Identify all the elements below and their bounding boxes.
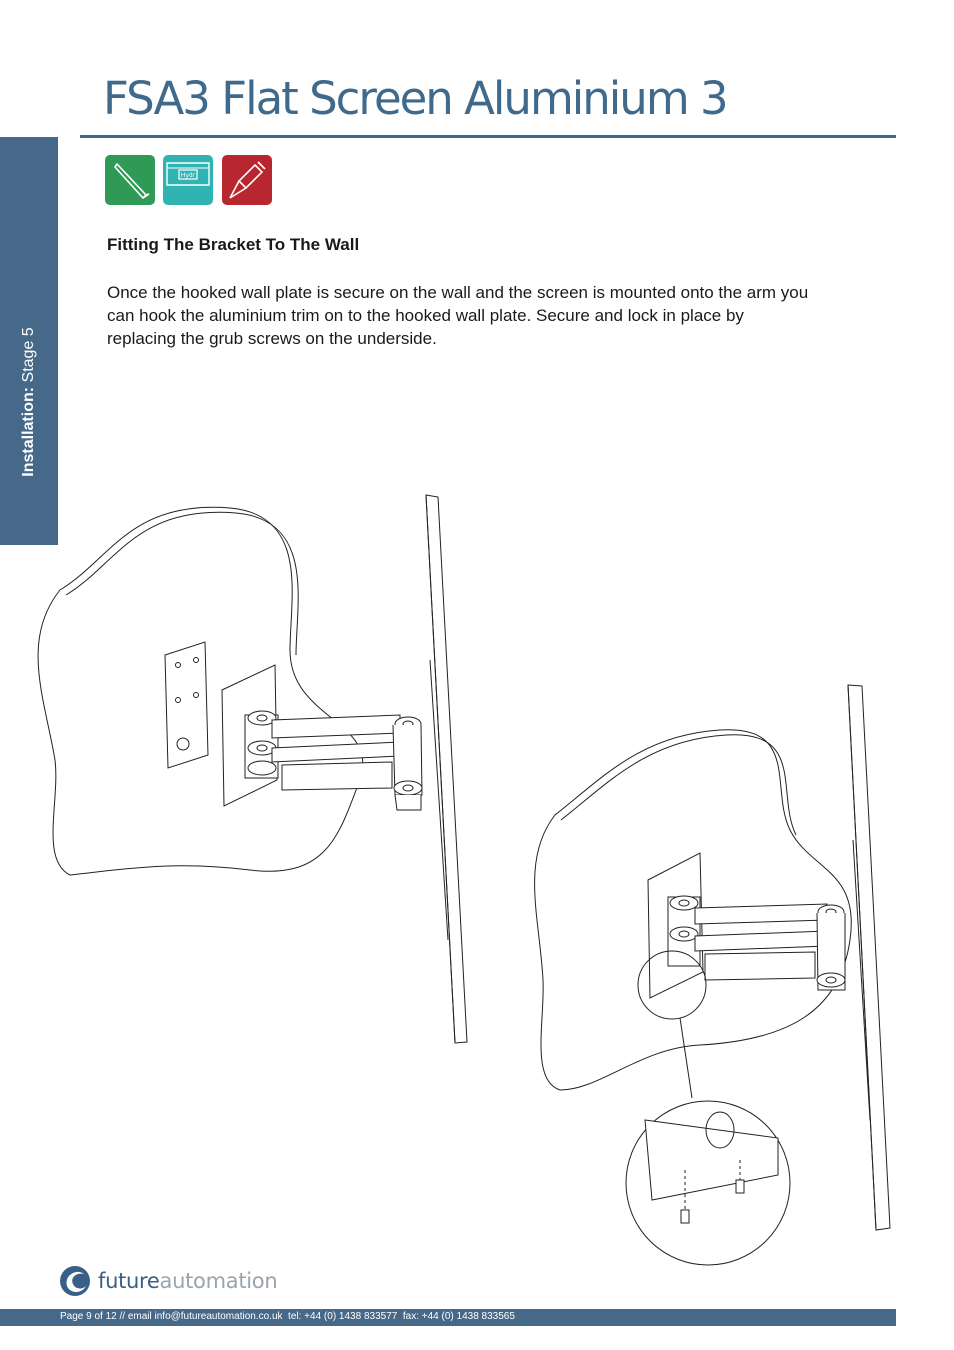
- logo-word-automation: automation: [159, 1269, 278, 1293]
- installation-diagram: [0, 480, 954, 1280]
- section-body: Once the hooked wall plate is secure on the wall and the screen is mounted onto the arm you can hook the aluminium trim on to the hooked wall plate. Secure and lock in place by replacing the grub screws on the underside.: [107, 283, 809, 348]
- title-divider: [80, 135, 896, 138]
- flat-screen-left: [426, 495, 467, 1043]
- spirit-level-icon: [163, 155, 213, 205]
- logo-word-future: future: [98, 1269, 160, 1293]
- page-title: FSA3 Flat Screen Aluminium 3: [103, 72, 727, 125]
- company-logo: [58, 1264, 277, 1298]
- section-heading: Fitting The Bracket To The Wall: [107, 235, 360, 254]
- flat-screen-right: [848, 685, 890, 1230]
- footer-contact: Page 9 of 12 // email info@futureautomation.co.uk tel: +44 (0) 1438 833577 fax: +44 (0) 1438 833565: [60, 1311, 515, 1322]
- arm-mount-left: [222, 665, 422, 810]
- side-stage-label-bold: Installation:: [20, 386, 37, 477]
- hooked-wall-plate: [165, 642, 208, 768]
- side-stage-label: [20, 327, 38, 476]
- level-icon-text: Hydr: [180, 172, 196, 179]
- logo-swirl-icon: [58, 1264, 92, 1298]
- arm-mount-right: [648, 853, 845, 998]
- side-stage-label-rest: Stage 5: [20, 327, 37, 387]
- allen-key-icon: [105, 155, 155, 205]
- screwdriver-icon: [222, 155, 272, 205]
